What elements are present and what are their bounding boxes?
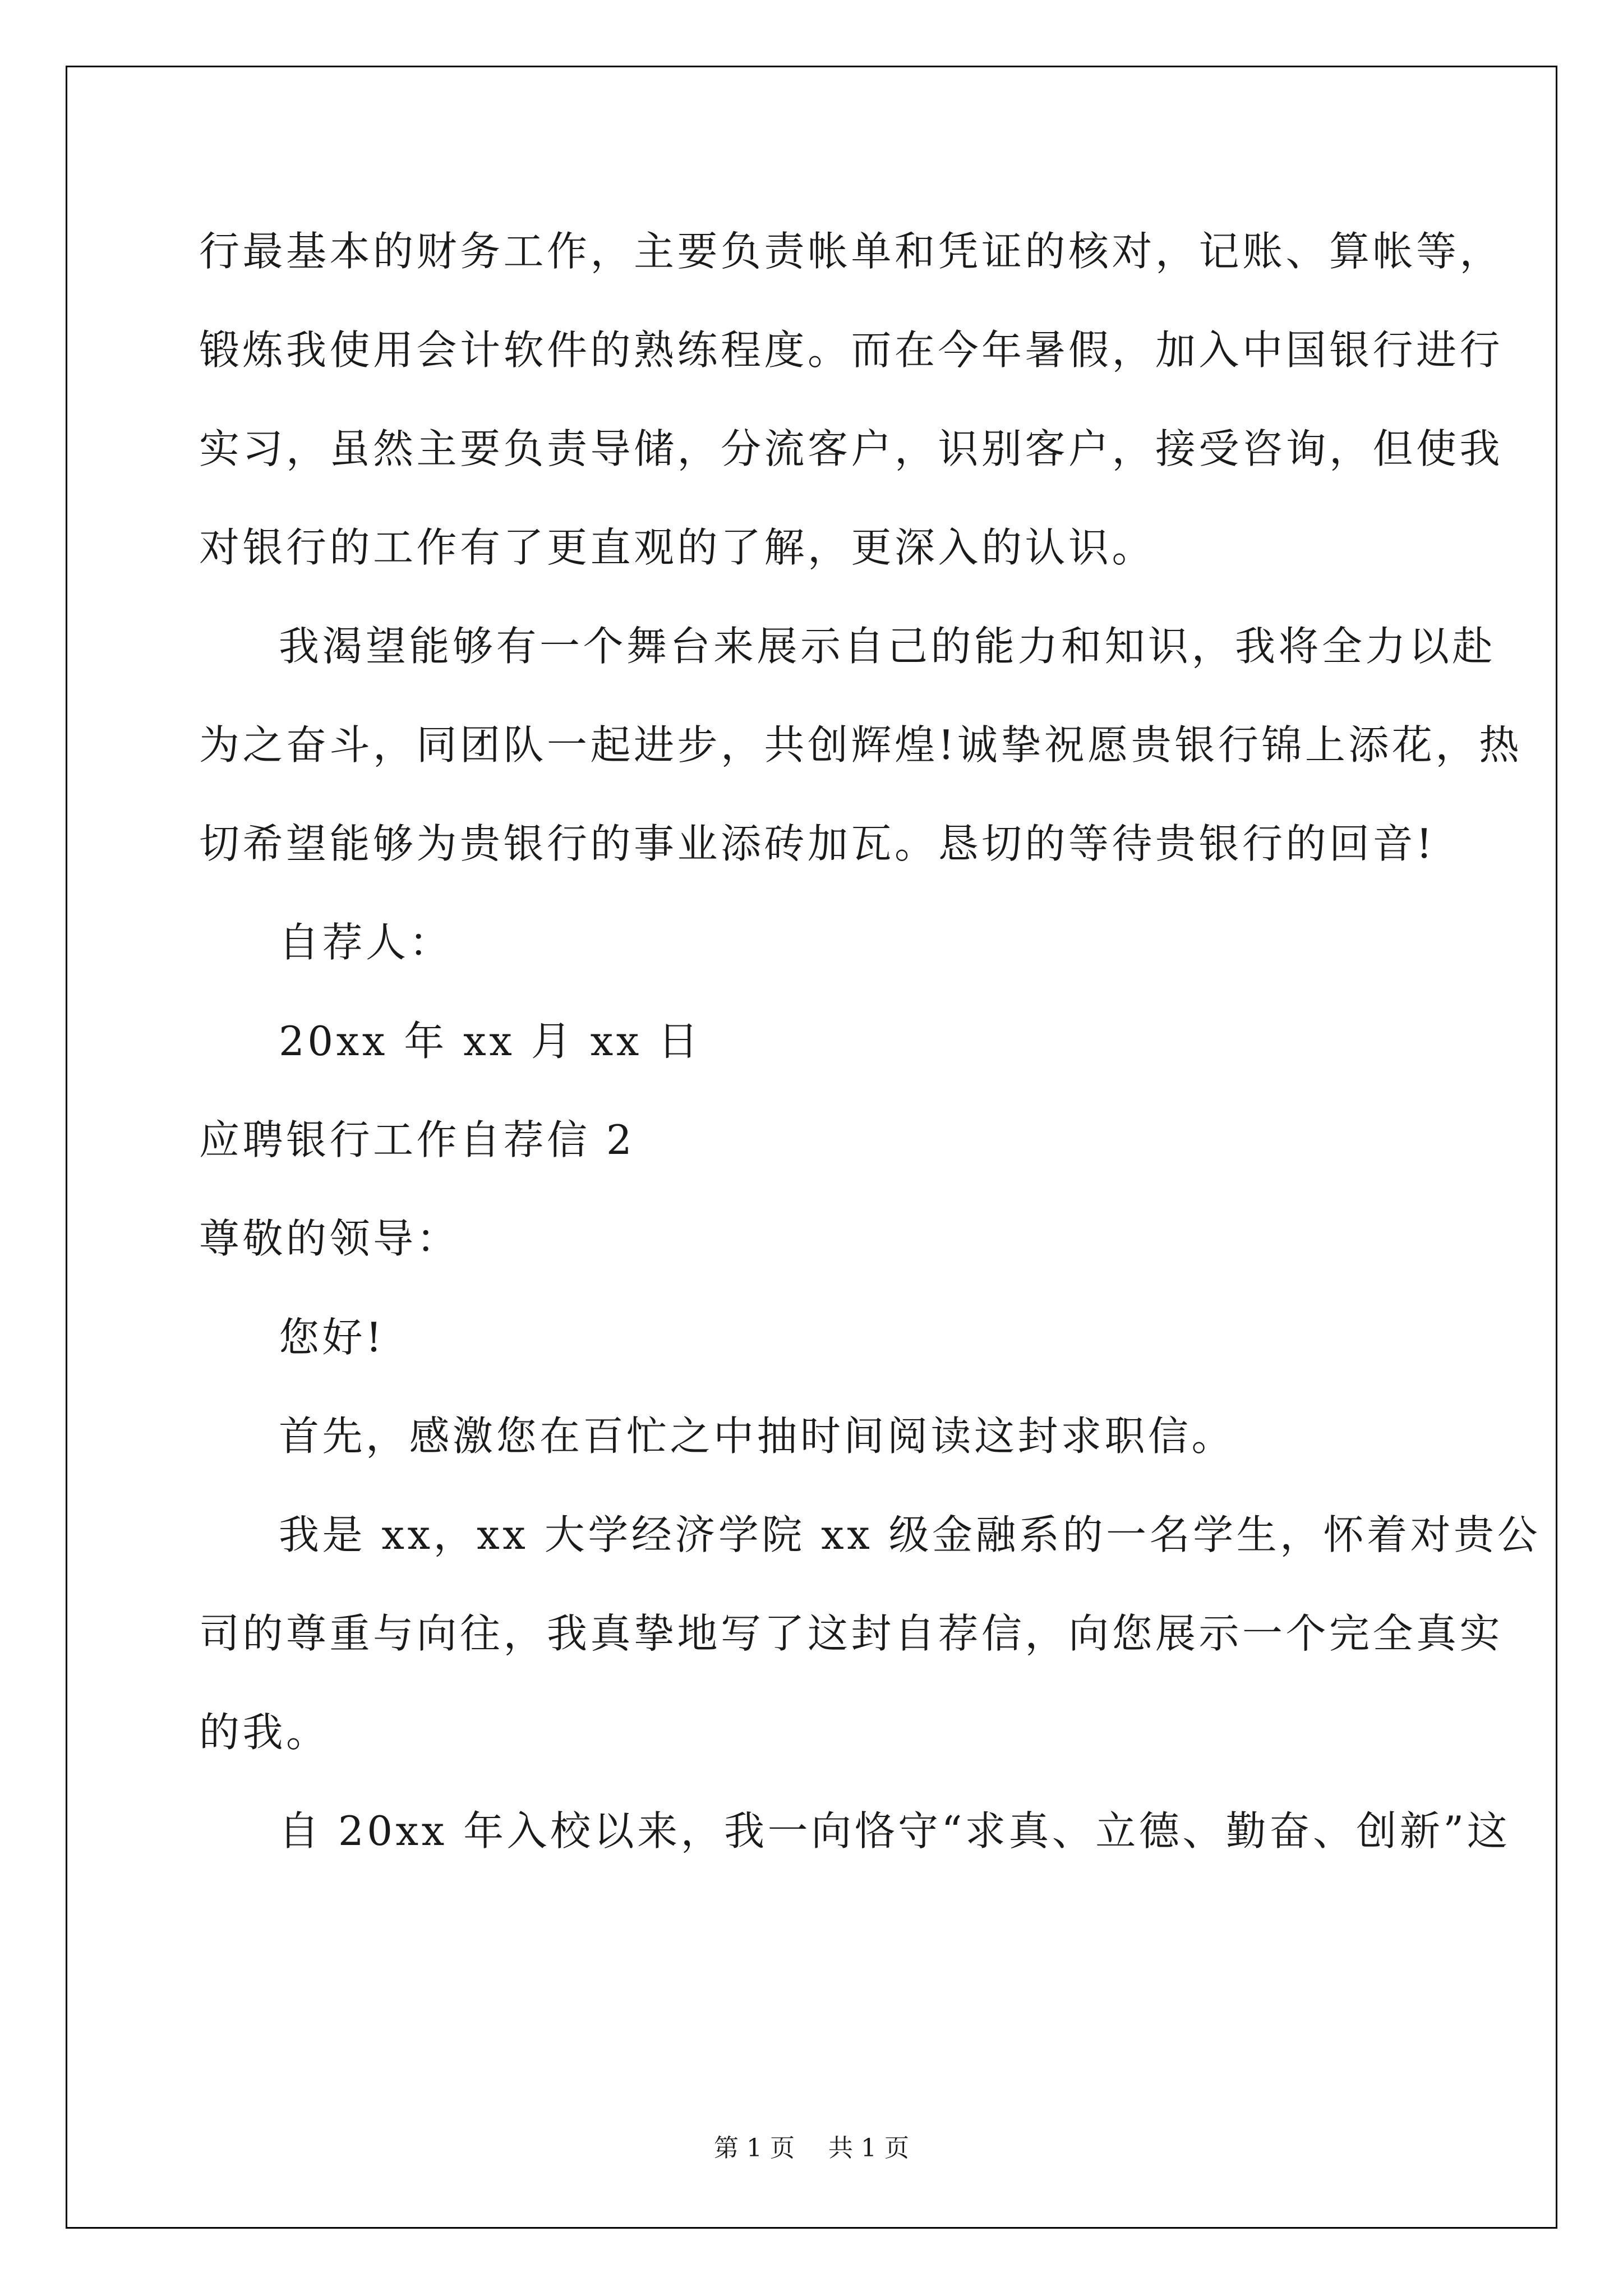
page-total: 共 1 页	[828, 2134, 909, 2162]
text-line: 自 20xx 年入校以来，我一向恪守“求真、立德、勤奋、创新”这	[279, 1807, 1511, 1855]
salutation: 尊敬的领导：	[199, 1215, 460, 1262]
text-line: 行最基本的财务工作，主要负责帐单和凭证的核对，记账、算帐等，	[199, 228, 1504, 275]
text-line: 司的尊重与向往，我真挚地写了这封自荐信，向您展示一个完全真实	[199, 1610, 1504, 1657]
text-line: 锻炼我使用会计软件的熟练程度。而在今年暑假，加入中国银行进行	[199, 326, 1504, 374]
page-footer	[0, 2132, 1623, 2165]
text-line: 切希望能够为贵银行的事业添砖加瓦。恳切的等待贵银行的回音!	[199, 820, 1436, 867]
date-line: 20xx 年 xx 月 xx 日	[279, 1018, 702, 1065]
text-line: 实习，虽然主要负责导储，分流客户，识别客户，接受咨询，但使我	[199, 425, 1504, 472]
text-line: 为之奋斗，同团队一起进步，共创辉煌!诚挚祝愿贵银行锦上添花，热	[199, 721, 1523, 769]
signature-label: 自荐人：	[279, 919, 453, 966]
page-number: 第 1 页	[714, 2134, 795, 2162]
greeting: 您好!	[279, 1314, 385, 1361]
text-line: 我渴望能够有一个舞台来展示自己的能力和知识，我将全力以赴	[279, 623, 1496, 670]
text-line: 的我。	[199, 1709, 330, 1756]
section-title: 应聘银行工作自荐信 2	[199, 1116, 635, 1163]
text-line: 对银行的工作有了更直观的了解，更深入的认识。	[199, 524, 1156, 571]
text-line: 首先，感激您在百忙之中抽时间阅读这封求职信。	[279, 1412, 1235, 1460]
text-line: 我是 xx，xx 大学经济学院 xx 级金融系的一名学生，怀着对贵公	[279, 1511, 1541, 1558]
